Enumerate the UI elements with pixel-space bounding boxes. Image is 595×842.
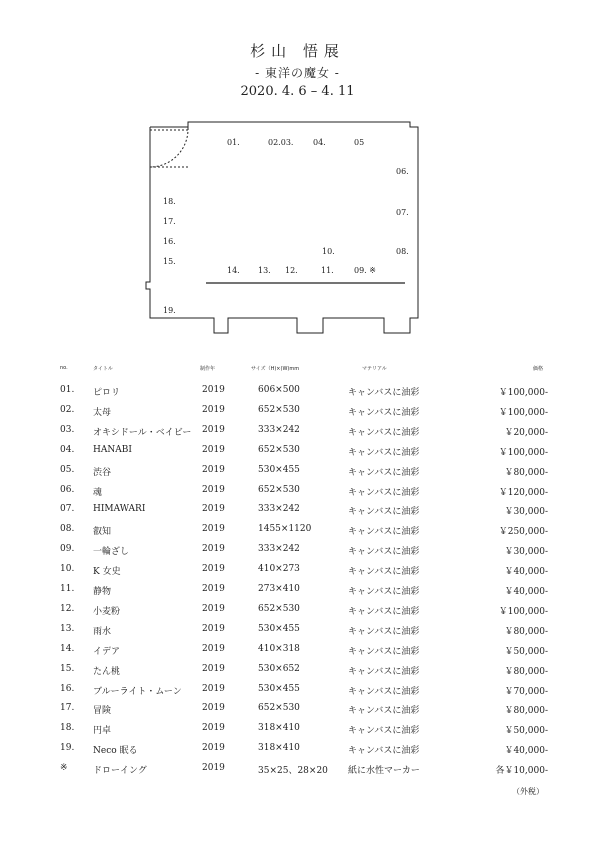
- artwork-year: 2019: [202, 643, 225, 654]
- artwork-title: Neco 眠る: [93, 746, 138, 757]
- artwork-size: 530×455: [258, 464, 300, 475]
- artwork-year: 2019: [202, 404, 225, 415]
- artwork-material: キャンバスに油彩: [348, 407, 420, 418]
- header-year: 制作年: [200, 366, 216, 372]
- header-size: サイズ（H)×(W)mm: [251, 366, 300, 372]
- header-no: no.: [60, 365, 68, 371]
- artwork-year: 2019: [202, 524, 225, 535]
- floor-label: 15.: [163, 257, 176, 266]
- door-swing: [150, 130, 188, 167]
- artwork-size: 652×530: [258, 484, 300, 495]
- header-title: タイトル: [93, 366, 113, 372]
- artwork-year: 2019: [202, 464, 225, 475]
- artwork-title: 魂: [93, 487, 103, 498]
- table-row: [0, 644, 595, 664]
- table-row: [0, 723, 595, 743]
- table-row: [0, 445, 595, 465]
- artwork-year: 2019: [202, 564, 225, 575]
- artwork-year: 2019: [202, 683, 225, 694]
- table-row: [0, 544, 595, 564]
- artwork-price: ￥250,000-: [498, 527, 548, 538]
- artwork-price: ￥100,000-: [498, 606, 548, 617]
- exhibition-subtitle: - 東洋の魔女 -: [255, 66, 340, 80]
- artwork-title: 一輪ざし: [93, 547, 130, 558]
- artwork-year: 2019: [202, 723, 225, 734]
- table-row: [0, 664, 595, 684]
- floor-label: 04.: [313, 138, 326, 147]
- artwork-title: イデア: [93, 646, 121, 657]
- artwork-no: 16.: [60, 683, 75, 694]
- floor-label: 05: [354, 138, 365, 147]
- artwork-no: 18.: [60, 723, 75, 734]
- header-material: マテリアル: [362, 366, 387, 372]
- artwork-no: 12.: [60, 603, 75, 614]
- artwork-title: たん桃: [93, 666, 121, 677]
- floor-label: 10.: [322, 247, 335, 256]
- artwork-price: ￥30,000-: [504, 507, 548, 518]
- artwork-material: キャンバスに油彩: [348, 567, 420, 578]
- artwork-material: キャンバスに油彩: [348, 606, 420, 617]
- artwork-price: ￥80,000-: [504, 666, 548, 677]
- artwork-title: 渋谷: [93, 467, 112, 478]
- artwork-material: キャンバスに油彩: [348, 507, 420, 518]
- artwork-price: ￥20,000-: [504, 427, 548, 438]
- artwork-title: HANABI: [93, 444, 132, 455]
- artwork-size: 530×455: [258, 683, 300, 694]
- artwork-price: ￥40,000-: [504, 587, 548, 597]
- artwork-no: 13.: [60, 623, 75, 634]
- artwork-year: 2019: [202, 484, 225, 495]
- floor-plan-wall: [146, 122, 418, 333]
- artwork-price: ￥120,000-: [498, 487, 548, 498]
- artwork-no: 17.: [60, 703, 75, 714]
- floor-label: 19.: [163, 306, 176, 315]
- artwork-title: 円卓: [93, 726, 112, 737]
- artwork-material: キャンバスに油彩: [348, 666, 420, 677]
- header-price: 価格: [532, 366, 543, 372]
- artwork-no: 05.: [60, 464, 75, 475]
- artwork-price: ￥100,000-: [498, 447, 548, 458]
- artwork-price: ￥30,000-: [504, 547, 548, 558]
- artwork-size: 652×530: [258, 603, 300, 614]
- artwork-no: 09.: [60, 544, 75, 555]
- artwork-title: K 女史: [93, 567, 121, 578]
- artwork-no: 06.: [60, 484, 75, 495]
- artwork-material: キャンバスに油彩: [348, 487, 420, 498]
- table-row: [0, 564, 595, 584]
- artwork-size: 410×273: [258, 564, 300, 575]
- artwork-material: キャンバスに油彩: [348, 388, 420, 398]
- artwork-no: 11.: [60, 584, 75, 594]
- artwork-price: 各￥10,000-: [495, 766, 548, 777]
- artwork-size: 318×410: [258, 743, 300, 754]
- table-row: [0, 385, 595, 405]
- artwork-material: キャンバスに油彩: [348, 686, 420, 697]
- artwork-material: キャンバスに油彩: [348, 646, 420, 657]
- artwork-size: 318×410: [258, 723, 300, 734]
- table-row: [0, 584, 595, 604]
- artwork-no: 10.: [60, 564, 75, 575]
- artwork-size: 333×242: [258, 424, 300, 435]
- artwork-no: 19.: [60, 743, 75, 754]
- artwork-title: ピロリ: [93, 388, 121, 398]
- artwork-title: 雨水: [93, 626, 112, 637]
- artwork-material: キャンバスに油彩: [348, 427, 420, 438]
- table-row: [0, 405, 595, 425]
- exhibition-dates: 2020. 4. 6 – 4. 11: [240, 84, 355, 99]
- artwork-size: 652×530: [258, 444, 300, 455]
- floor-label: 14.: [227, 266, 240, 275]
- floor-label: 13.: [258, 266, 271, 275]
- floor-label: 09. ※: [354, 266, 376, 275]
- table-row: [0, 604, 595, 624]
- artwork-year: 2019: [202, 743, 225, 754]
- artwork-material: キャンバスに油彩: [348, 626, 420, 637]
- artwork-no: 01.: [60, 385, 75, 395]
- artwork-material: キャンバスに油彩: [348, 726, 420, 737]
- artwork-size: 273×410: [258, 584, 300, 594]
- table-row: [0, 763, 595, 783]
- artwork-year: 2019: [202, 603, 225, 614]
- artwork-no: 03.: [60, 424, 75, 435]
- floor-label: 12.: [285, 266, 298, 275]
- artwork-size: 652×530: [258, 404, 300, 415]
- artwork-material: キャンバスに油彩: [348, 706, 420, 717]
- artwork-price: ￥50,000-: [504, 646, 548, 657]
- artwork-year: 2019: [202, 703, 225, 714]
- artwork-size: 606×500: [258, 385, 300, 395]
- artwork-no: 08.: [60, 524, 75, 535]
- artwork-material: キャンバスに油彩: [348, 547, 420, 558]
- artwork-size: 35×25、28×20: [258, 766, 328, 777]
- artwork-price: ￥40,000-: [504, 567, 548, 578]
- artwork-material: キャンバスに油彩: [348, 746, 420, 757]
- artwork-size: 530×652: [258, 663, 300, 674]
- artwork-no: 07.: [60, 504, 75, 515]
- table-row: [0, 703, 595, 723]
- floor-label: 07.: [396, 208, 409, 217]
- floor-label: 11.: [321, 266, 334, 275]
- artwork-price: ￥100,000-: [498, 407, 548, 418]
- floor-label: 08.: [396, 247, 409, 256]
- artwork-year: 2019: [202, 623, 225, 634]
- artwork-material: キャンバスに油彩: [348, 587, 420, 597]
- artwork-title: 冒険: [93, 706, 112, 717]
- table-row: [0, 465, 595, 485]
- artwork-size: 1455×1120: [258, 524, 312, 535]
- floor-label: 01.: [227, 138, 240, 147]
- artwork-year: 2019: [202, 424, 225, 435]
- table-row: [0, 425, 595, 445]
- floor-label: 17.: [163, 217, 176, 226]
- artwork-size: 333×242: [258, 504, 300, 515]
- floor-label: 16.: [163, 237, 176, 246]
- artwork-title: ブルーライト・ムーン: [93, 686, 182, 697]
- table-row: [0, 624, 595, 644]
- artwork-title: 静物: [93, 587, 112, 597]
- artwork-size: 652×530: [258, 703, 300, 714]
- floor-label: 02.03.: [268, 138, 294, 147]
- table-row: [0, 524, 595, 544]
- table-row: [0, 684, 595, 704]
- floor-label: 06.: [396, 167, 409, 176]
- tax-note: （外税）: [512, 787, 544, 796]
- floor-label: 18.: [163, 197, 176, 206]
- artwork-year: 2019: [202, 544, 225, 555]
- artwork-size: 333×242: [258, 544, 300, 555]
- artwork-year: 2019: [202, 584, 225, 594]
- artwork-no: 02.: [60, 404, 75, 415]
- floor-plan: [0, 0, 595, 360]
- table-row: [0, 504, 595, 524]
- artwork-title: 小麦粉: [93, 606, 121, 617]
- artwork-year: 2019: [202, 763, 225, 774]
- exhibition-title: 杉山 悟展: [250, 42, 345, 60]
- artwork-no: ※: [60, 763, 68, 774]
- artwork-size: 530×455: [258, 623, 300, 634]
- table-row: [0, 743, 595, 763]
- artwork-title: 太母: [93, 407, 112, 418]
- artwork-material: 紙に水性マーカー: [348, 766, 420, 777]
- artwork-price: ￥80,000-: [504, 467, 548, 478]
- artwork-year: 2019: [202, 663, 225, 674]
- artwork-title: オキシドール・ベイビー: [93, 427, 192, 438]
- artwork-size: 410×318: [258, 643, 300, 654]
- artwork-price: ￥50,000-: [504, 726, 548, 737]
- artwork-no: 14.: [60, 643, 75, 654]
- artwork-price: ￥100,000-: [498, 388, 548, 398]
- artwork-year: 2019: [202, 385, 225, 395]
- table-row: [0, 485, 595, 505]
- artwork-price: ￥70,000-: [504, 686, 548, 697]
- artwork-material: キャンバスに油彩: [348, 527, 420, 538]
- artwork-title: HIMAWARI: [93, 504, 146, 515]
- artwork-material: キャンバスに油彩: [348, 447, 420, 458]
- artwork-year: 2019: [202, 444, 225, 455]
- artwork-material: キャンバスに油彩: [348, 467, 420, 478]
- artwork-price: ￥80,000-: [504, 706, 548, 717]
- artwork-price: ￥40,000-: [504, 746, 548, 757]
- artwork-price: ￥80,000-: [504, 626, 548, 637]
- artwork-title: 叡知: [93, 527, 112, 538]
- artwork-year: 2019: [202, 504, 225, 515]
- artwork-no: 15.: [60, 663, 75, 674]
- artwork-no: 04.: [60, 444, 75, 455]
- artwork-title: ドローイング: [93, 766, 147, 777]
